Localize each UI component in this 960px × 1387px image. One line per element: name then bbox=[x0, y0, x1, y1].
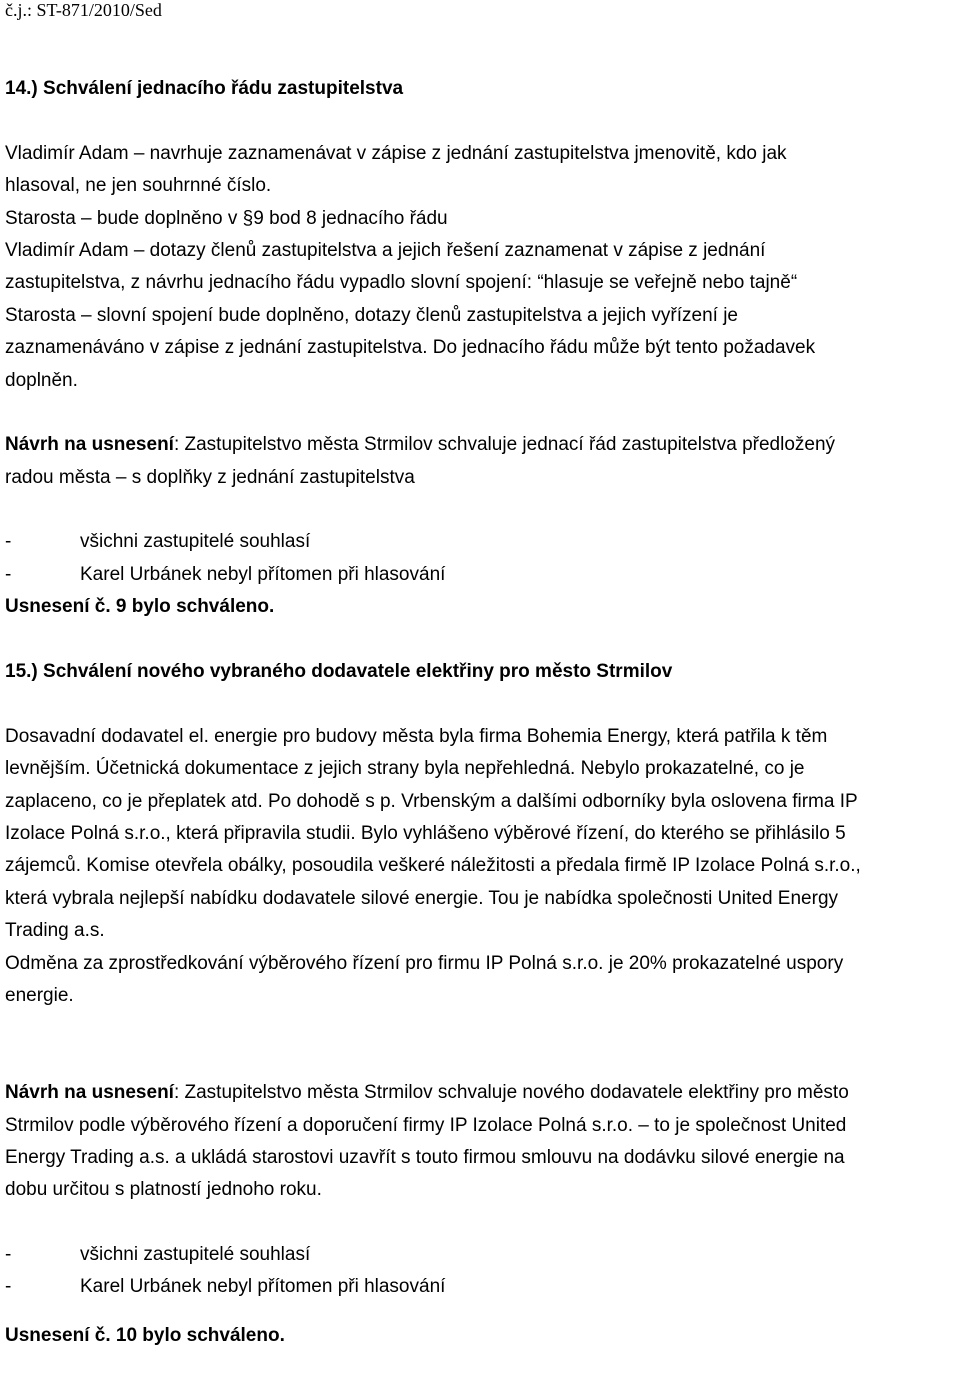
section-15-heading: 15.) Schválení nového vybraného dodavatele elektřiny pro město Strmilov bbox=[5, 661, 673, 683]
section-14-resolution: Usnesení č. 9 bylo schváleno. bbox=[5, 596, 275, 618]
vote-text: Karel Urbánek nebyl přítomen při hlasování bbox=[80, 563, 446, 585]
section-14-line-3: Starosta – bude doplněno v §9 bod 8 jednacího řádu bbox=[5, 207, 448, 229]
document-body bbox=[5, 73, 955, 1352]
section-15-proposal-line-3: Energy Trading a.s. a ukládá starostovi uzavřít s touto firmou smlouvu na dodávku silové energie na bbox=[5, 1146, 845, 1168]
section-14-proposal-line-1 bbox=[5, 429, 955, 461]
section-14-line-6: Starosta – slovní spojení bude doplněno, dotazy členů zastupitelstva a jejich vyřízení je bbox=[5, 304, 738, 326]
section-14-vote-1 bbox=[5, 526, 955, 558]
section-15-resolution: Usnesení č. 10 bylo schváleno. bbox=[5, 1324, 285, 1346]
section-14-line-7: zaznamenáváno v zápise z jednání zastupitelstva. Do jednacího řádu může být tento požadavek bbox=[5, 337, 816, 359]
vote-text: Karel Urbánek nebyl přítomen při hlasování bbox=[80, 1276, 446, 1298]
section-15-line-3: zaplaceno, co je přeplatek atd. Po dohodě s p. Vrbenským a dalšími odborníky byla oslovena firma IP bbox=[5, 790, 858, 812]
section-15-proposal-line-1 bbox=[5, 1077, 955, 1109]
section-15-line-8: Odměna za zprostředkování výběrového řízení pro firmu IP Polná s.r.o. je 20% prokazatelné uspory bbox=[5, 952, 844, 974]
list-marker: - bbox=[5, 531, 12, 553]
proposal-text: : Zastupitelstvo města Strmilov schvaluje nového dodavatele elektřiny pro město bbox=[173, 1082, 849, 1104]
vote-text: všichni zastupitelé souhlasí bbox=[80, 1244, 311, 1266]
section-14-vote-2 bbox=[5, 559, 955, 591]
section-15-line-1: Dosavadní dodavatel el. energie pro budovy města byla firma Bohemia Energy, která patřila k těm bbox=[5, 725, 828, 747]
section-14-heading: 14.) Schválení jednacího řádu zastupitelstva bbox=[5, 78, 404, 99]
section-15-proposal-line-4: dobu určitou s platností jednoho roku. bbox=[5, 1179, 322, 1201]
section-15-line-4: Izolace Polná s.r.o., která připravila studii. Bylo vyhlášeno výběrové řízení, do kterého se přihlásilo 5 bbox=[5, 822, 846, 844]
section-14-line-1: Vladimír Adam – navrhuje zaznamenávat v zápise z jednání zastupitelstva jmenovitě, kdo jak bbox=[5, 142, 787, 164]
section-14-line-8: doplněn. bbox=[5, 369, 78, 391]
vote-text: všichni zastupitelé souhlasí bbox=[80, 531, 311, 553]
section-15-proposal-line-2: Strmilov podle výběrového řízení a doporučení firmy IP Izolace Polná s.r.o. – to je společnost United bbox=[5, 1114, 847, 1136]
section-15-line-9: energie. bbox=[5, 984, 74, 1006]
list-marker: - bbox=[5, 1244, 12, 1266]
proposal-text: : Zastupitelstvo města Strmilov schvaluje jednací řád zastupitelstva předložený bbox=[173, 434, 836, 456]
section-15-vote-2 bbox=[5, 1271, 955, 1303]
proposal-label: Návrh na usnesení bbox=[5, 1082, 174, 1104]
list-marker: - bbox=[5, 1276, 12, 1298]
document-reference: č.j.: ST-871/2010/Sed bbox=[5, 0, 162, 20]
proposal-label: Návrh na usnesení bbox=[5, 434, 174, 456]
list-marker: - bbox=[5, 563, 12, 585]
section-15-vote-1 bbox=[5, 1239, 955, 1271]
section-15-line-7: Trading a.s. bbox=[5, 920, 105, 942]
section-15-line-2: levnějším. Účetnická dokumentace z jejich strany byla nepřehledná. Nebylo prokazatelné, co je bbox=[5, 758, 805, 780]
section-14-line-5: zastupitelstva, z návrhu jednacího řádu vypadlo slovní spojení: “hlasuje se veřejně nebo tajně“ bbox=[5, 272, 798, 294]
section-15-line-5: zájemců. Komise otevřela obálky, posoudila veškeré náležitosti a předala firmě IP Izolace Polná s.r.o., bbox=[5, 855, 861, 877]
section-14-proposal-line-2: radou města – s doplňky z jednání zastupitelstva bbox=[5, 466, 415, 488]
section-15-line-6: která vybrala nejlepší nabídku dodavatele silové energie. Tou je nabídka společnosti United Energy bbox=[5, 887, 839, 909]
section-14-line-4: Vladimír Adam – dotazy členů zastupitelstva a jejich řešení zaznamenat v zápise z jednání bbox=[5, 239, 766, 261]
section-14-line-2: hlasoval, ne jen souhrnné číslo. bbox=[5, 175, 272, 197]
